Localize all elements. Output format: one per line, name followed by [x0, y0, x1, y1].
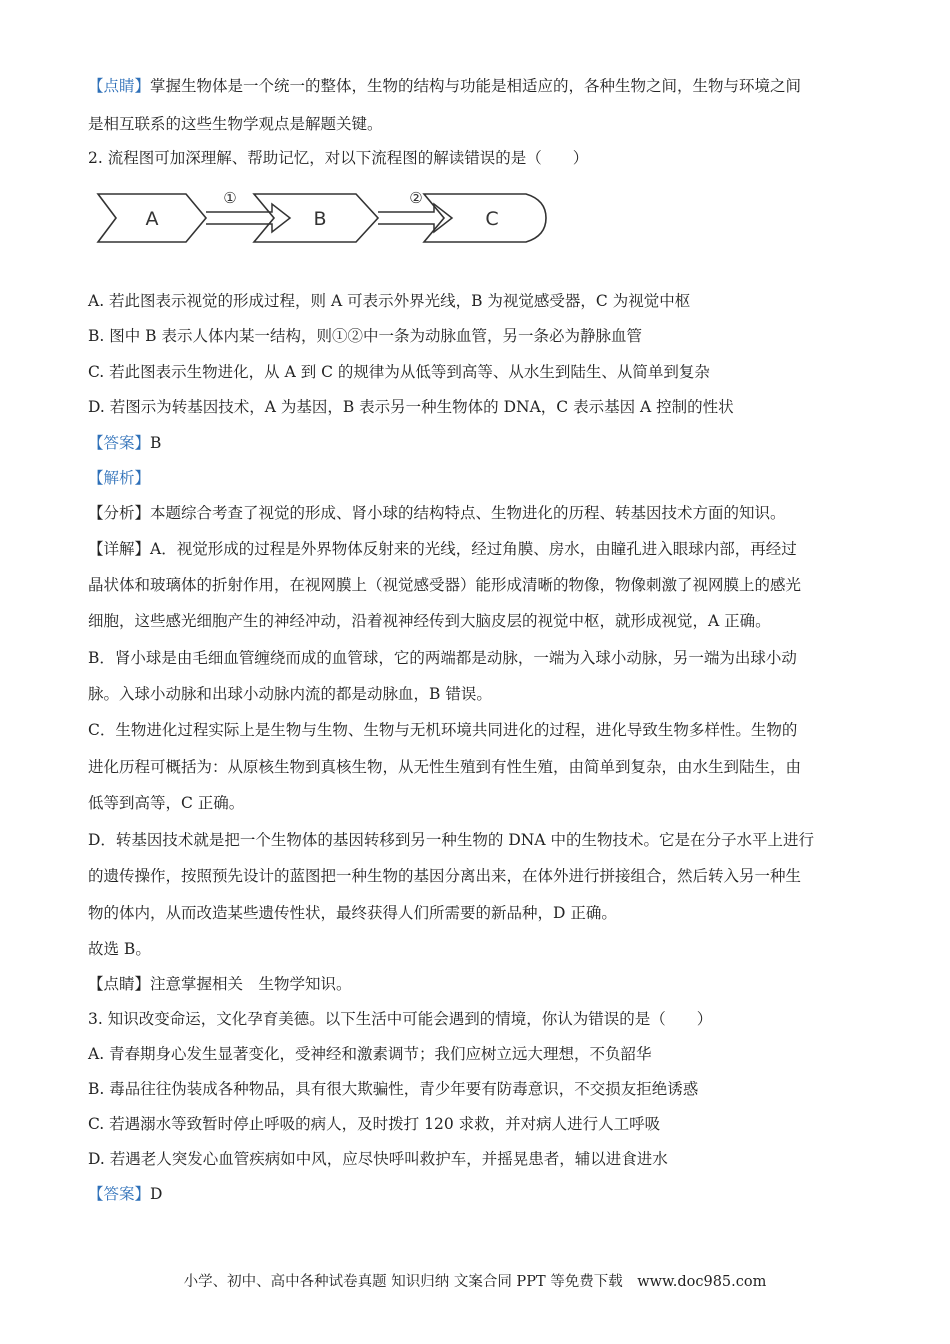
flow-node-c: [424, 194, 546, 242]
tip-tag: 【点睛】: [88, 77, 151, 95]
q2-option-d: D. 若图示为转基因技术，A 为基因，B 表示另一种生物体的 DNA，C 表示基因 A 控制的性状: [88, 398, 734, 416]
q2-detail-line: 物的体内，从而改造某些遗传性状，最终获得人们所需要的新品种，D 正确。: [88, 904, 617, 922]
q2-option-c: C. 若此图表示生物进化，从 A 到 C 的规律为从低等到高等、从水生到陆生、从简单到复杂: [88, 363, 710, 381]
q1-tip-line-2: 是相互联系的这些生物学观点是解题关键。: [88, 115, 383, 133]
page-footer: 小学、初中、高中各种试卷真题 知识归纳 文案合同 PPT 等免费下载 www.doc985.com: [183, 1274, 767, 1290]
detail-tag: 【详解】: [88, 540, 151, 558]
q2-detail-line: 的遗传操作，按照预先设计的蓝图把一种生物的基因分离出来，在体外进行拼接组合，然后转入另一种生: [88, 867, 802, 885]
q2-tip: 【点睛】注意掌握相关 生物学知识。: [88, 975, 352, 993]
q2-detail-line: B．肾小球是由毛细血管缠绕而成的血管球，它的两端都是动脉，一端为入球小动脉，另一端为出球小动: [88, 649, 797, 667]
q2-option-a: A. 若此图表示视觉的形成过程，则 A 可表示外界光线，B 为视觉感受器，C 为视觉中枢: [88, 292, 691, 310]
node-b-label: B: [313, 208, 327, 230]
q3-option-b: B. 毒品往往伪装成各种物品，具有很大欺骗性，青少年要有防毒意识，不交损友拒绝诱惑: [88, 1080, 699, 1098]
q2-detail-line: 细胞，这些感光细胞产生的神经冲动，沿着视神经传到大脑皮层的视觉中枢，就形成视觉，A 正确。: [88, 612, 771, 630]
q3-option-c: C. 若遇溺水等致暂时停止呼吸的病人，及时拨打 120 求救，并对病人进行人工呼吸: [88, 1115, 661, 1133]
flow-arrow-1: [206, 189, 290, 232]
q2-detail-line: D．转基因技术就是把一个生物体的基因转移到另一种生物的 DNA 中的生物技术。它是在分子水平上进行: [88, 831, 814, 849]
flowchart-diagram: [94, 186, 554, 248]
q1-tip-line-1: 【点睛】掌握生物体是一个统一的整体，生物的结构与功能是相适应的，各种生物之间，生物与环境之间: [88, 77, 802, 95]
answer-tag: 【答案】: [88, 1185, 151, 1203]
answer-value: B: [150, 434, 162, 452]
flow-arrow-2: [378, 189, 452, 232]
q2-option-b: B. 图中 B 表示人体内某一结构，则①②中一条为动脉血管，另一条必为静脉血管: [88, 327, 642, 345]
q3-stem: 3. 知识改变命运，文化孕育美德。以下生活中可能会遇到的情境，你认为错误的是（ ）: [88, 1010, 713, 1028]
q2-stem: 2. 流程图可加深理解、帮助记忆，对以下流程图的解读错误的是（ ）: [88, 149, 589, 167]
q3-option-a: A. 青春期身心发生显著变化，受神经和激素调节；我们应树立远大理想，不负韶华: [88, 1045, 652, 1063]
q2-detail-line: C．生物进化过程实际上是生物与生物、生物与无机环境共同进化的过程，进化导致生物多样性。生物的: [88, 721, 798, 739]
node-c-label: C: [485, 208, 499, 230]
flow-node-a: [98, 194, 206, 242]
q2-detail-line: 脉。入球小动脉和出球小动脉内流的都是动脉血，B 错误。: [88, 685, 492, 703]
tip-tag: 【点睛】: [88, 975, 151, 993]
q2-fenxi: 【分析】本题综合考查了视觉的形成、肾小球的结构特点、生物进化的历程、转基因技术方面的知识。: [88, 504, 786, 522]
q2-conclusion: 故选 B。: [88, 940, 151, 958]
fenxi-tag: 【分析】: [88, 504, 151, 522]
arrow-1-label: ①: [223, 189, 237, 207]
q2-detail-line: 【详解】A．视觉形成的过程是外界物体反射来的光线，经过角膜、房水，由瞳孔进入眼球内部，再经过: [88, 540, 797, 558]
answer-tag: 【答案】: [88, 434, 151, 452]
q2-answer: [88, 433, 161, 453]
answer-value: D: [150, 1185, 163, 1203]
q2-detail-line: 低等到高等，C 正确。: [88, 794, 245, 812]
q2-detail-line: 进化历程可概括为：从原核生物到真核生物，从无性生殖到有性生殖，由简单到复杂，由水生到陆生，由: [88, 758, 802, 776]
node-a-label: A: [145, 208, 159, 230]
q2-analysis-heading: 【解析】: [88, 469, 151, 487]
q3-option-d: D. 若遇老人突发心血管疾病如中风，应尽快呼叫救护车，并摇晃患者，辅以进食进水: [88, 1150, 668, 1168]
q2-detail-line: 晶状体和玻璃体的折射作用，在视网膜上（视觉感受器）能形成清晰的物像，物像刺激了视网膜上的感光: [88, 576, 802, 594]
flow-node-b: [254, 194, 378, 242]
q3-answer: [88, 1184, 162, 1204]
arrow-2-label: ②: [409, 189, 423, 207]
